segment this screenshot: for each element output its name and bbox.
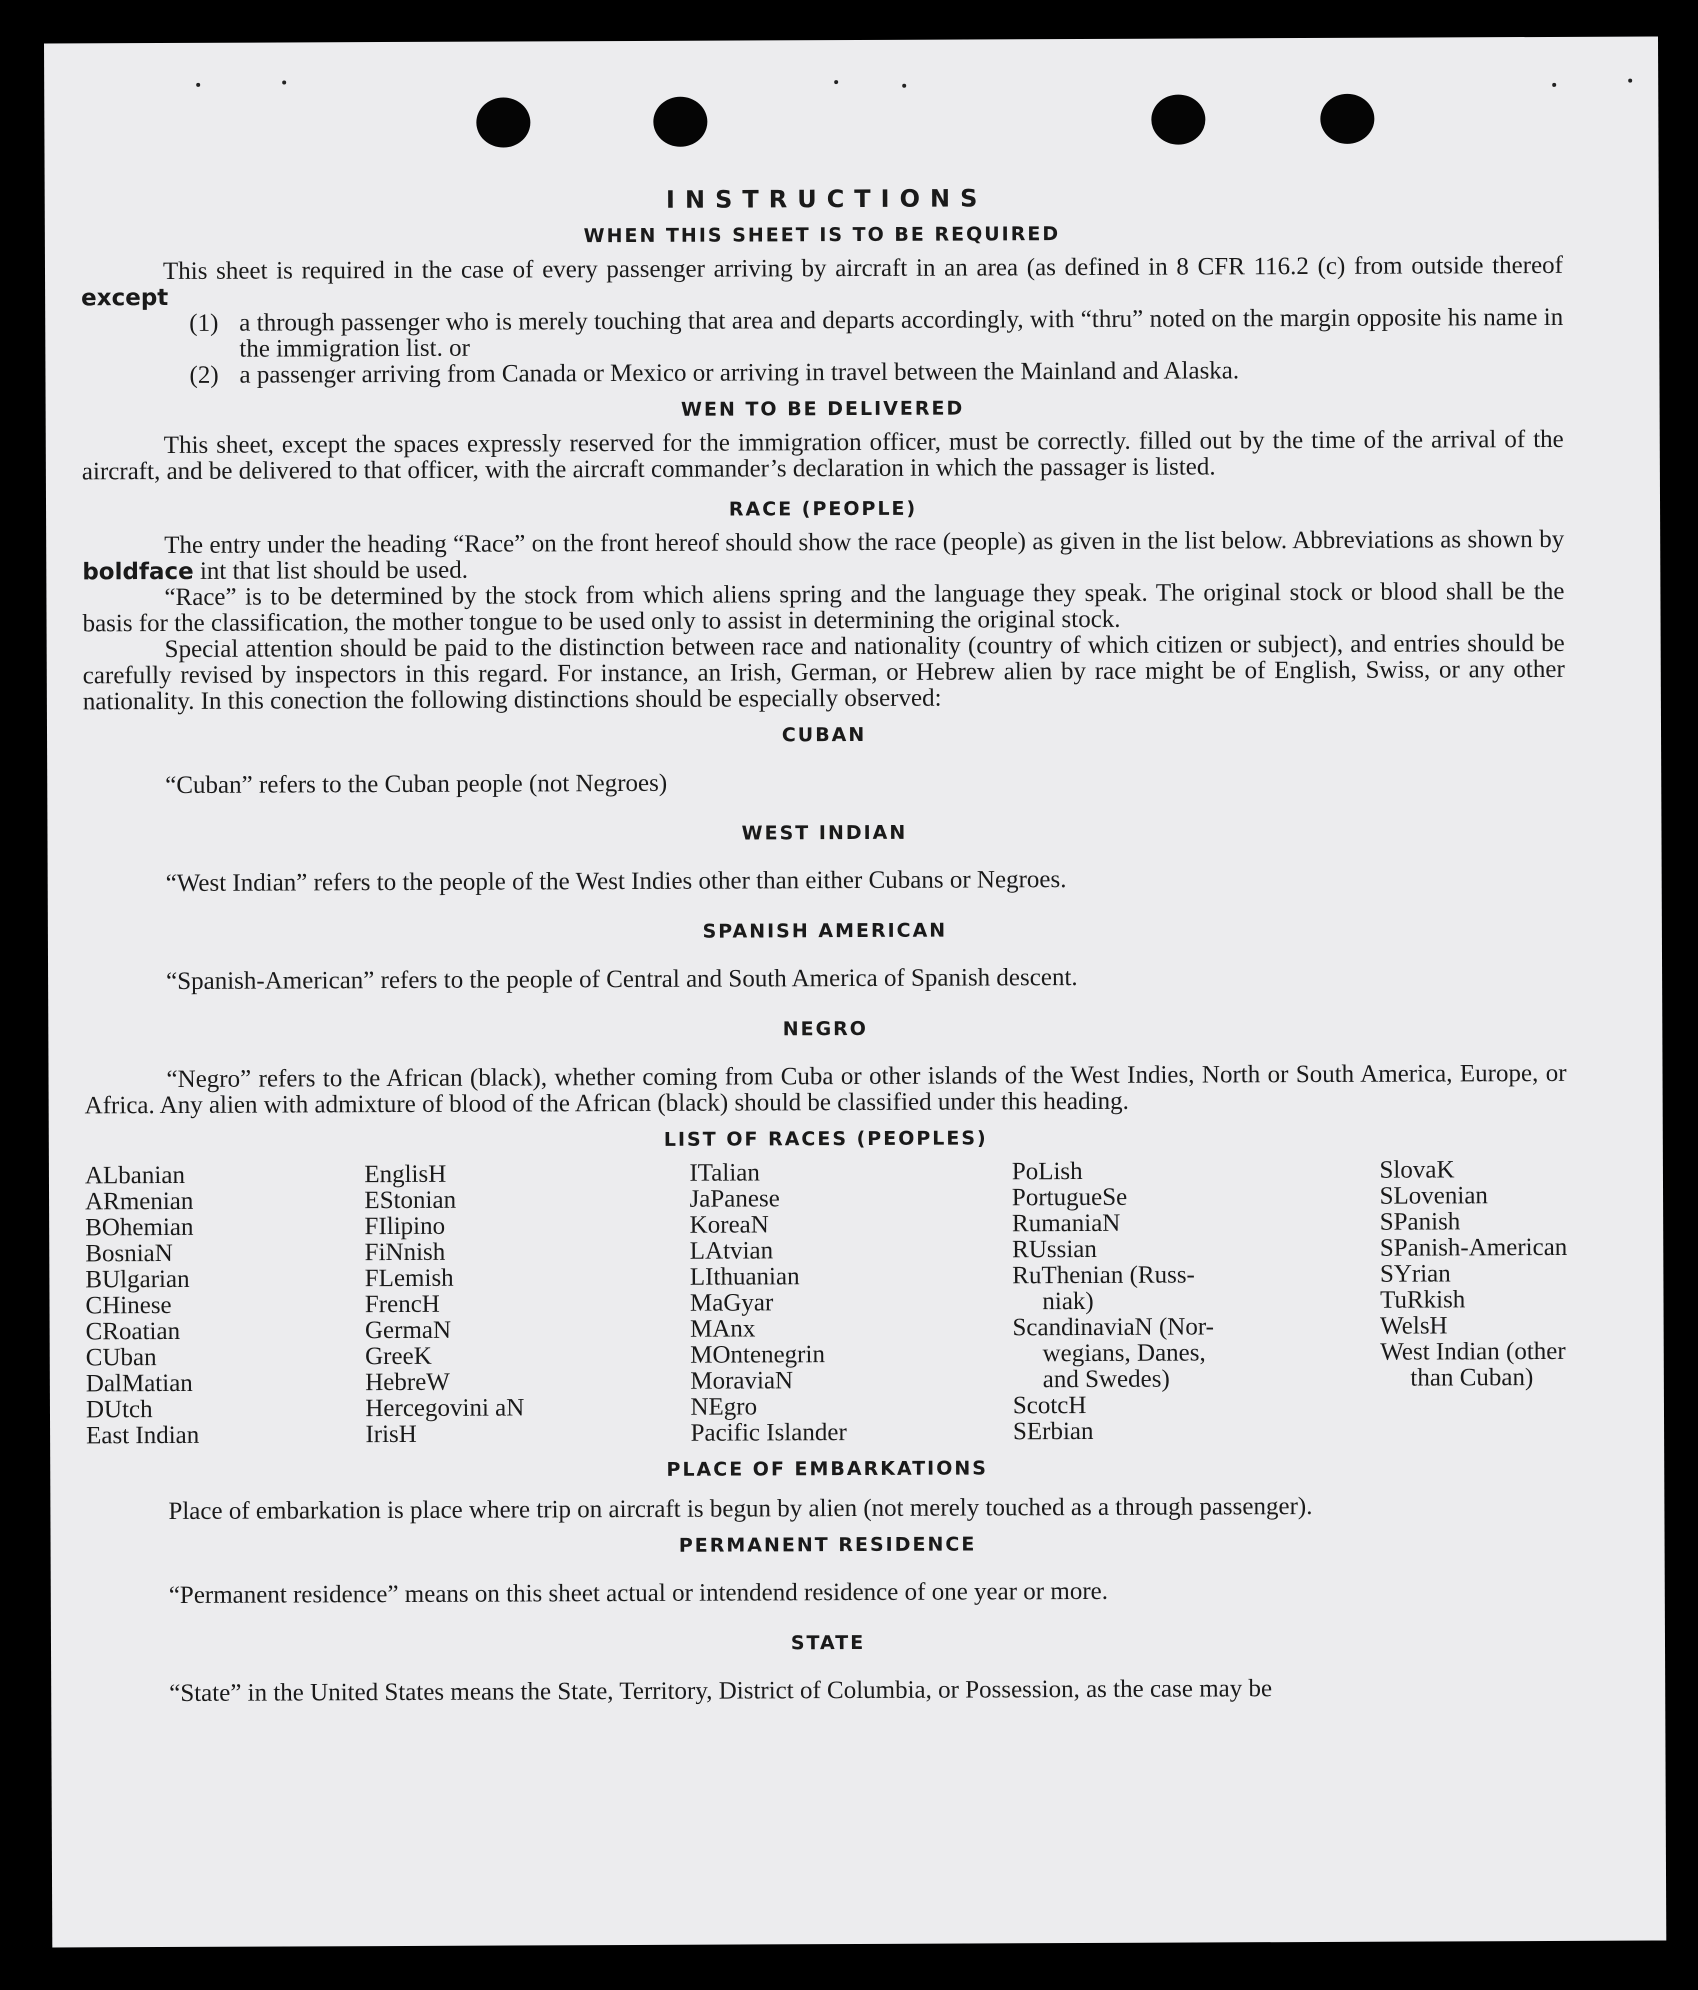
race-item: GermaN: [364, 1316, 452, 1345]
speck: [282, 80, 286, 84]
item-text: a through passenger who is merely touching that area and departs accordingly, with “thru” noted on the margin opposite his name in the immigration list. or: [239, 303, 1564, 363]
paragraph: “West Indian” refers to the people of the West Indies other than either Cubans or Negroes.: [165, 866, 1067, 897]
race-item: DUtch: [85, 1396, 153, 1424]
race-item: and Swedes): [1042, 1365, 1170, 1394]
paragraph: [81, 253, 1563, 311]
race-item: Hercegovini aN: [365, 1394, 525, 1423]
section-heading: PERMANENT RESIDENCE: [678, 1533, 977, 1557]
race-item: niak): [1042, 1287, 1094, 1316]
paragraph: “Negro” refers to the African (black), whether coming from Cuba or other islands of the West Indies, North or South America, Europe, or Africa. Any alien with admixture of blood of the African (black) should be classified under this heading.: [84, 1059, 1567, 1120]
race-item: West Indian (other: [1380, 1337, 1566, 1366]
race-item: Pacific Islander: [690, 1419, 847, 1447]
section-heading: PLACE OF EMBARKATIONS: [666, 1457, 989, 1481]
race-item: wegians, Danes,: [1042, 1339, 1206, 1368]
race-item: IrisH: [365, 1420, 417, 1449]
paragraph: “Race” is to be determined by the stock from which aliens spring and the language they speak. The original stock or blood shall be the basis for the classification, the mother tongue to be used only to assist in determining the original stock.: [82, 577, 1565, 638]
race-item: LAtvian: [689, 1237, 774, 1265]
race-item: PortugueSe: [1011, 1183, 1128, 1212]
paragraph: [82, 527, 1564, 585]
instructions-content: [81, 183, 1570, 1707]
race-item: SPanish: [1379, 1208, 1461, 1236]
item-number: (1): [189, 309, 219, 337]
item-number: (2): [189, 361, 219, 389]
race-item: CRoatian: [85, 1317, 181, 1346]
race-item: MAnx: [690, 1315, 756, 1343]
paragraph: Place of embarkation is place where trip on aircraft is begun by alien (not merely touched as a through passenger).: [168, 1493, 1313, 1525]
section-heading: NEGRO: [782, 1017, 868, 1041]
speck: [834, 80, 838, 84]
speck: [1628, 79, 1632, 83]
section-heading: RACE (PEOPLE): [728, 497, 918, 521]
race-item: MaGyar: [689, 1289, 774, 1317]
race-item: ITalian: [689, 1159, 760, 1187]
section-heading: WEST INDIAN: [741, 821, 908, 845]
punch-hole: [1320, 94, 1374, 144]
section-heading: WHEN THIS SHEET IS TO BE REQUIRED: [583, 223, 1061, 248]
race-item: CHinese: [85, 1291, 172, 1320]
race-item: ALbanian: [84, 1161, 185, 1190]
document-sheet: [44, 36, 1666, 1947]
race-item: BUlgarian: [85, 1265, 190, 1294]
race-item: East Indian: [86, 1421, 200, 1450]
race-column: [1379, 1157, 1568, 1444]
punch-hole: [653, 97, 707, 147]
text: This sheet is required in the case of every passenger arriving by aircraft in an area (as defined in 8 CFR 116.2 (c) from outside thereof: [162, 251, 1564, 286]
race-column: [689, 1160, 846, 1447]
race-item: WelsH: [1380, 1312, 1448, 1340]
race-item: LIthuanian: [689, 1263, 800, 1291]
race-item: SlovaK: [1379, 1156, 1455, 1184]
race-item: DalMatian: [85, 1369, 193, 1398]
race-item: SYrian: [1379, 1260, 1451, 1288]
page-title: INSTRUCTIONS: [665, 184, 988, 214]
race-item: JaPanese: [689, 1185, 780, 1213]
race-item: KoreaN: [689, 1211, 769, 1239]
punch-hole: [476, 97, 530, 147]
paragraph: “State” in the United States means the State, Territory, District of Columbia, or Possession, as the case may be: [169, 1675, 1273, 1707]
section-heading: CUBAN: [781, 723, 867, 747]
bold-text: boldface: [82, 558, 194, 586]
paragraph: “Permanent residence” means on this sheet actual or intendend residence of one year or more.: [168, 1577, 1109, 1609]
race-column: [364, 1161, 524, 1448]
speck: [902, 84, 906, 88]
race-item: SLovenian: [1379, 1182, 1488, 1210]
paragraph: Special attention should be paid to the distinction between race and nationality (country of which citizen or subject), and entries should be carefully revised by inspectors in this regard. For instance, an Irish, German, or Hebrew alien by race might be of English, Swiss, or any other nationality. In this conection the following distinctions should be especially observed:: [82, 629, 1565, 716]
section-heading: SPANISH AMERICAN: [702, 919, 948, 943]
speck: [1552, 83, 1556, 87]
race-item: RumaniaN: [1011, 1209, 1121, 1238]
punch-hole: [1151, 94, 1205, 144]
race-item: RUssian: [1012, 1235, 1097, 1264]
paragraph: “Cuban” refers to the Cuban people (not Negroes): [165, 769, 668, 799]
section-heading: LIST OF RACES (PEOPLES): [663, 1127, 988, 1151]
race-item: HebreW: [365, 1368, 450, 1397]
race-item: SErbian: [1012, 1417, 1094, 1446]
race-column: [1012, 1158, 1215, 1445]
paragraph: “Spanish-American” refers to the people of Central and South America of Spanish descent.: [166, 964, 1078, 995]
paragraph: This sheet, except the spaces expressly reserved for the immigration officer, must be correctly. filled out by the time of the arrival of the aircraft, and be delivered to that officer, with the aircraft commander’s declaration in which the passager is listed.: [81, 425, 1564, 486]
race-item: NEgro: [690, 1393, 758, 1421]
race-item: RuThenian (Russ-: [1012, 1261, 1195, 1290]
race-item: TuRkish: [1379, 1286, 1466, 1314]
list-item: [81, 357, 1563, 389]
list-item: [81, 305, 1563, 363]
race-item: FIlipino: [364, 1212, 446, 1241]
race-item: MoraviaN: [690, 1367, 794, 1395]
race-item: GreeK: [365, 1342, 432, 1371]
race-item: FLemish: [364, 1264, 454, 1293]
race-item: SPanish-American: [1379, 1233, 1568, 1262]
race-list: [85, 1157, 1568, 1449]
race-item: FiNnish: [364, 1238, 446, 1267]
race-item: CUban: [85, 1344, 157, 1372]
race-item: BOhemian: [85, 1213, 194, 1242]
bold-text: except: [81, 284, 169, 312]
race-item: MOntenegrin: [690, 1341, 825, 1369]
race-item: FrencH: [364, 1290, 440, 1319]
race-item: ARmenian: [85, 1187, 194, 1216]
race-column: [85, 1163, 199, 1449]
section-heading: WEN TO BE DELIVERED: [680, 397, 965, 421]
race-item: BosniaN: [85, 1239, 173, 1268]
section-heading: STATE: [790, 1631, 866, 1655]
race-item: PoLish: [1011, 1158, 1083, 1186]
race-item: ScotcH: [1012, 1391, 1087, 1420]
race-item: than Cuban): [1410, 1364, 1534, 1392]
race-item: EStonian: [364, 1186, 457, 1215]
speck: [196, 83, 200, 87]
race-item: ScandinaviaN (Nor-: [1012, 1313, 1215, 1342]
race-item: EnglisH: [364, 1160, 447, 1189]
item-text: a passenger arriving from Canada or Mexico or arriving in travel between the Mainland and Alaska.: [239, 357, 1240, 389]
text: int that list should be used.: [199, 556, 469, 585]
text: The entry under the heading “Race” on the front hereof should show the race (people) as given in the list below. Abbreviations as shown by: [164, 525, 1565, 560]
